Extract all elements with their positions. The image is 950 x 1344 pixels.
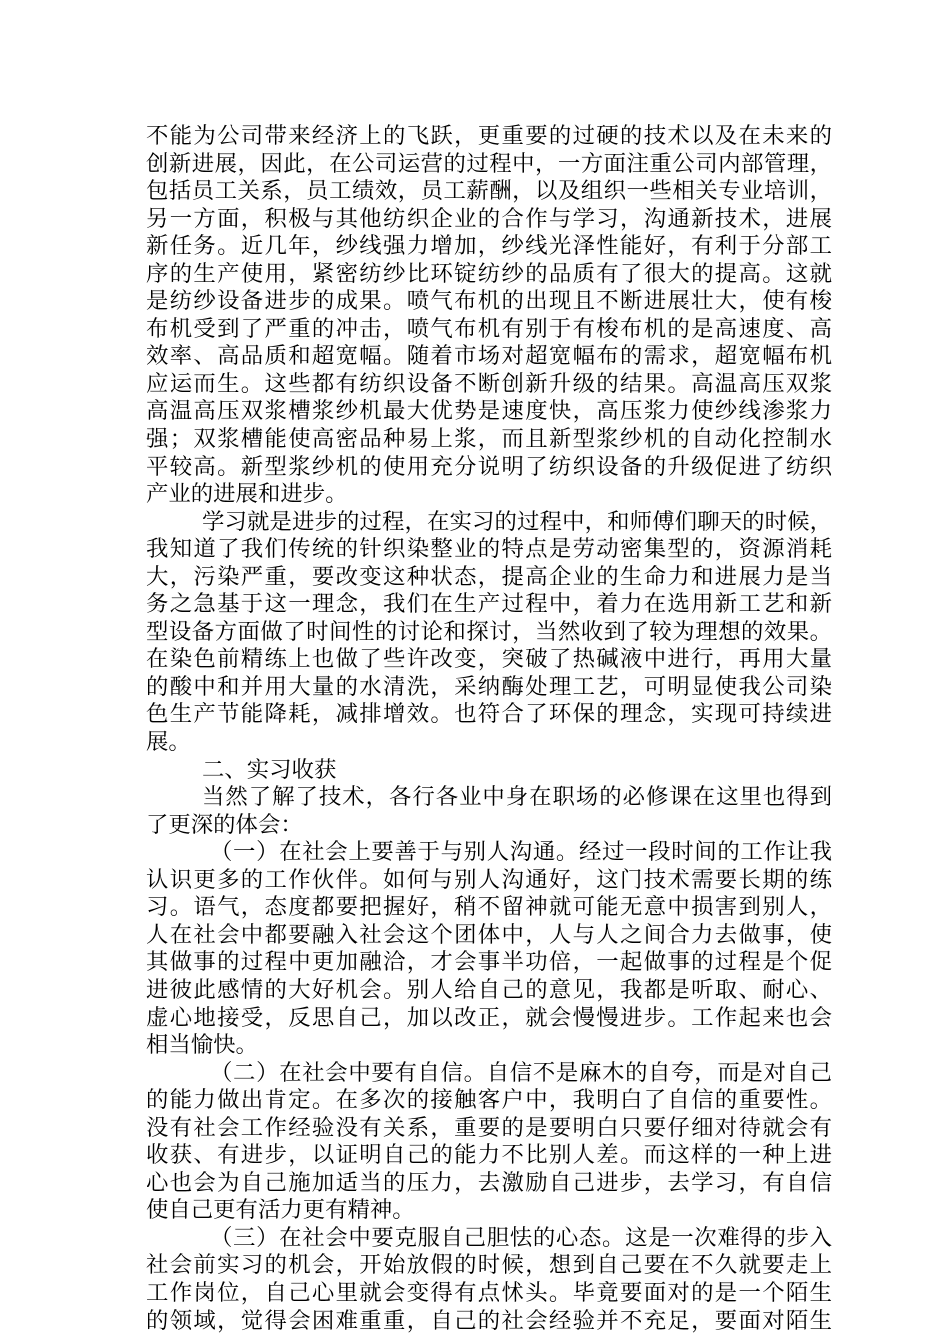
text-line: 高温高压双浆槽浆纱机最大优势是速度快，高压浆力使纱线渗浆力 (146, 398, 832, 425)
text-line: 强；双浆槽能使高密品种易上浆，而且新型浆纱机的自动化控制水 (146, 426, 832, 453)
text-line: 使自己更有活力更有精神。 (146, 1197, 415, 1224)
text-line: 人在社会中都要融入社会这个团体中，人与人之间合力去做事，使 (146, 921, 832, 948)
text-line: 效率、高品质和超宽幅。随着市场对超宽幅布的需求，超宽幅布机 (146, 343, 832, 370)
text-line: （三）在社会中要克服自己胆怯的心态。这是一次难得的步入 (210, 1224, 832, 1251)
text-line: 是纺纱设备进步的成果。喷气布机的出现且不断进展壮大，使有梭 (146, 288, 832, 315)
text-line: 其做事的过程中更加融洽，才会事半功倍，一起做事的过程是个促 (146, 949, 832, 976)
text-line: 了更深的体会： (146, 811, 303, 838)
text-line: 包括员工关系，员工绩效，员工薪酬，以及组织一些相关专业培训， (146, 178, 832, 205)
text-line: （二）在社会中要有自信。自信不是麻木的自夸，而是对自己 (210, 1059, 832, 1086)
text-line: 务之急基于这一理念，我们在生产过程中，着力在选用新工艺和新 (146, 591, 832, 618)
text-line: 平较高。新型浆纱机的使用充分说明了纺织设备的升级促进了纺织 (146, 453, 832, 480)
text-line: 序的生产使用，紧密纺纱比环锭纺纱的品质有了很大的提高。这就 (146, 260, 832, 287)
text-line: 认识更多的工作伙伴。如何与别人沟通好，这门技术需要长期的练 (146, 866, 832, 893)
text-line: 相当愉快。 (146, 1032, 258, 1059)
text-line: 心也会为自己施加适当的压力，去激励自己进步，去学习，有自信 (146, 1169, 832, 1196)
text-line: 展。 (146, 729, 191, 756)
text-line: 大，污染严重，要改变这种状态，提高企业的生命力和进展力是当 (146, 563, 832, 590)
text-line: 收获、有进步，以证明自己的能力不比别人差。而这样的一种上进 (146, 1142, 832, 1169)
text-line: 没有社会工作经验没有关系，重要的是要明白只要仔细对待就会有 (146, 1114, 832, 1141)
text-line: 色生产节能降耗，减排增效。也符合了环保的理念，实现可持续进 (146, 701, 832, 728)
text-line: 另一方面，积极与其他纺织企业的合作与学习，沟通新技术，进展 (146, 205, 832, 232)
text-line: 在染色前精练上也做了些许改变，突破了热碱液中进行，再用大量 (146, 646, 832, 673)
text-line: 的领域，觉得会困难重重，自己的社会经验并不充足，要面对陌生 (146, 1307, 832, 1334)
text-line: 应运而生。这些都有纺织设备不断创新升级的结果。高温高压双浆 (146, 370, 832, 397)
text-line: （一）在社会上要善于与别人沟通。经过一段时间的工作让我 (210, 839, 832, 866)
text-line: 我知道了我们传统的针织染整业的特点是劳动密集型的，资源消耗 (146, 536, 832, 563)
text-line: 社会前实习的机会，开始放假的时候，想到自己要在不久就要走上 (146, 1252, 832, 1279)
text-line: 学习就是进步的过程，在实习的过程中，和师傅们聊天的时候， (202, 508, 832, 535)
text-line: 创新进展，因此，在公司运营的过程中，一方面注重公司内部管理， (146, 150, 832, 177)
text-line: 产业的进展和进步。 (146, 481, 348, 508)
text-line: 习。语气，态度都要把握好，稍不留神就可能无意中损害到别人， (146, 894, 832, 921)
text-line: 不能为公司带来经济上的飞跃，更重要的过硬的技术以及在未来的 (146, 123, 832, 149)
text-line: 的酸中和并用大量的水清洗，采纳酶处理工艺，可明显使我公司染 (146, 673, 832, 700)
text-line: 新任务。近几年，纱线强力增加，纱线光泽性能好，有利于分部工 (146, 233, 832, 260)
text-line: 型设备方面做了时间性的讨论和探讨，当然收到了较为理想的效果。 (146, 618, 832, 645)
text-line: 的能力做出肯定。在多次的接触客户中，我明白了自信的重要性。 (146, 1087, 832, 1114)
text-line: 虚心地接受，反思自己，加以改正，就会慢慢进步。工作起来也会 (146, 1004, 832, 1031)
document-body (146, 123, 832, 1335)
text-line: 布机受到了严重的冲击，喷气布机有别于有梭布机的是高速度、高 (146, 315, 832, 342)
text-line: 二、实习收获 (202, 756, 337, 783)
text-line: 进彼此感情的大好机会。别人给自己的意见，我都是听取、耐心、 (146, 976, 832, 1003)
text-line: 工作岗位，自己心里就会变得有点怵头。毕竟要面对的是一个陌生 (146, 1279, 832, 1306)
text-line: 当然了解了技术，各行各业中身在职场的必修课在这里也得到 (202, 784, 832, 811)
